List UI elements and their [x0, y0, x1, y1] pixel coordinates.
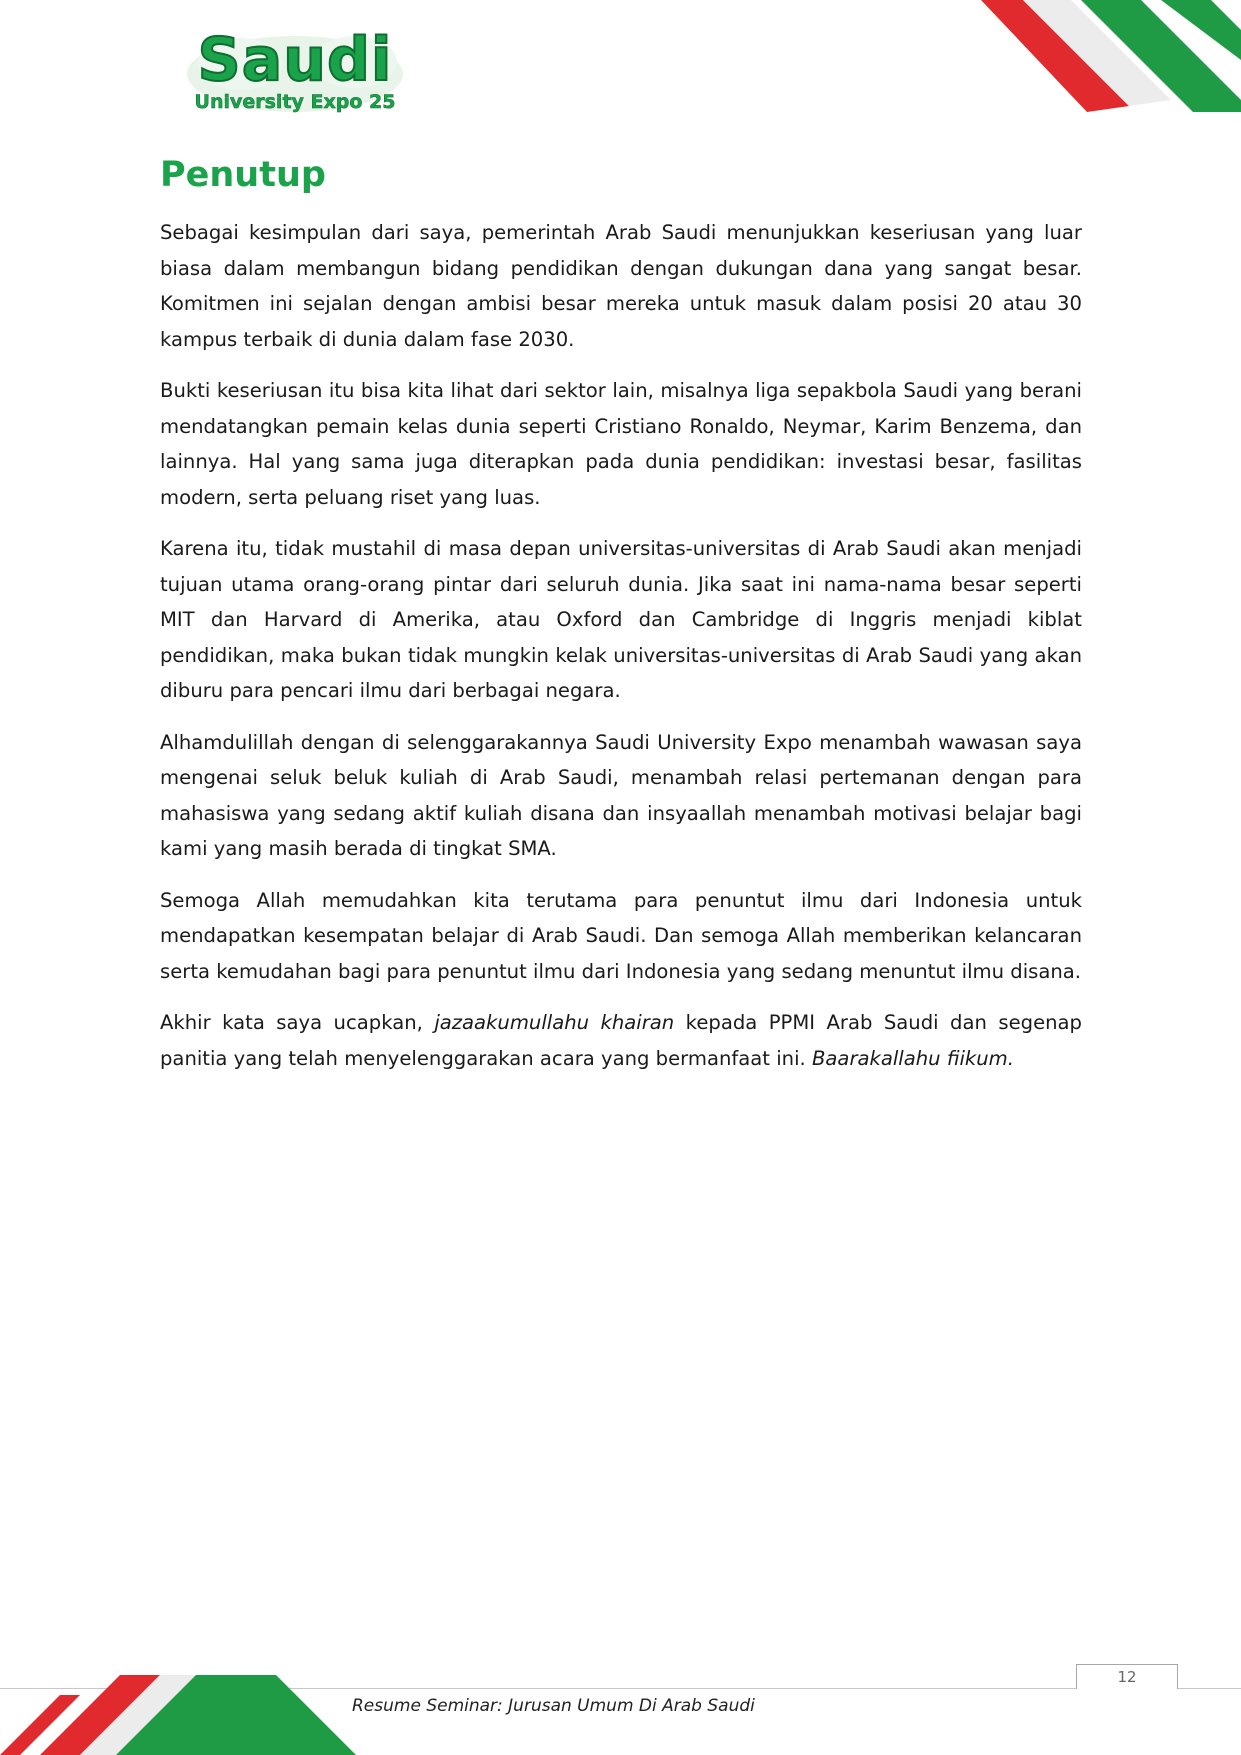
closing-text: Akhir kata saya ucapkan,	[160, 1011, 435, 1034]
body-text	[160, 215, 1082, 1092]
paragraph: Bukti keseriusan itu bisa kita lihat dari sektor lain, misalnya liga sepakbola Saudi yang berani mendatangkan pemain kelas dunia seperti Cristiano Ronaldo, Neymar, Karim Benzema, dan lainnya. Hal yang sama juga diterapkan pada dunia pendidikan: investasi besar, fasilitas modern, serta peluang riset yang luas.	[160, 379, 1082, 509]
paragraph: Alhamdulillah dengan di selenggarakannya Saudi University Expo menambah wawasan saya mengenai seluk beluk kuliah di Arab Saudi, menambah relasi pertemanan dengan para mahasiswa yang sedang aktif kuliah disana dan insyaallah menambah motivasi belajar bagi kami yang masih berada di tingkat SMA.	[160, 730, 1082, 860]
closing-italic: Baarakallahu fiikum.	[811, 1046, 1014, 1070]
logo-wordmark: Saudi	[197, 25, 393, 95]
page-number: 12	[1076, 1664, 1178, 1689]
closing-paragraph	[160, 1005, 1082, 1076]
saudi-university-expo-logo	[180, 24, 410, 120]
page-title: Penutup	[160, 155, 326, 195]
logo-subtitle: University Expo 25	[194, 91, 396, 113]
paragraph: Karena itu, tidak mustahil di masa depan universitas-universitas di Arab Saudi akan menjadi tujuan utama orang-orang pintar dari seluruh dunia. Jika saat ini nama-nama besar seperti MIT dan Harvard di Amerika, atau Oxford dan Cambridge di Inggris menjadi kiblat pendidikan, maka bukan tidak mungkin kelak universitas-universitas di Arab Saudi yang akan diburu para pencari ilmu dari berbagai negara.	[160, 537, 1082, 702]
footer-caption: Resume Seminar: Jurusan Umum Di Arab Saudi	[352, 1696, 755, 1716]
closing-text: kepada PPMI Arab Saudi dan segenap panitia yang telah menyelenggarakan acara yang bermanfaat ini.	[160, 1011, 1082, 1070]
corner-stripes-bottom	[0, 1665, 360, 1755]
closing-italic: jazaakumullahu khairan	[434, 1011, 675, 1034]
corner-stripes-top	[981, 0, 1241, 112]
paragraph: Semoga Allah memudahkan kita terutama para penuntut ilmu dari Indonesia untuk mendapatkan kesempatan belajar di Arab Saudi. Dan semoga Allah memberikan kelancaran serta kemudahan bagi para penuntut ilmu dari Indonesia yang sedang menuntut ilmu disana.	[160, 888, 1082, 983]
paragraph: Sebagai kesimpulan dari saya, pemerintah Arab Saudi menunjukkan keseriusan yang luar biasa dalam membangun bidang pendidikan dengan dukungan dana yang sangat besar. Komitmen ini sejalan dengan ambisi besar mereka untuk masuk dalam posisi 20 atau 30 kampus terbaik di dunia dalam fase 2030.	[160, 221, 1082, 351]
